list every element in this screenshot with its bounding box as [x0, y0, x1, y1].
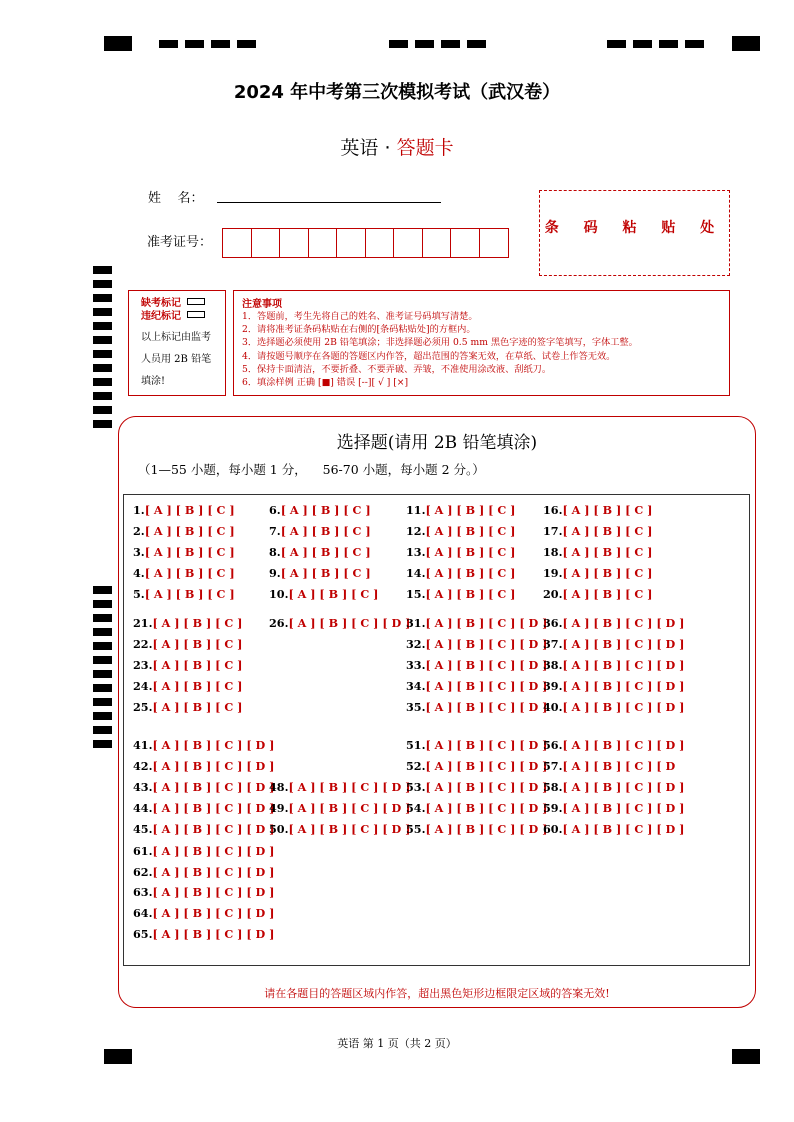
question-item[interactable] [543, 503, 652, 517]
question-item[interactable] [543, 658, 684, 672]
side-timing-mark [93, 670, 112, 678]
side-timing-mark [93, 280, 112, 288]
side-timing-mark [93, 614, 112, 622]
question-item[interactable] [269, 566, 371, 580]
question-number: 14. [406, 566, 426, 580]
side-timing-mark [93, 600, 112, 608]
registration-mark [732, 36, 760, 51]
exam-number-field[interactable] [222, 228, 509, 258]
answer-options[interactable]: [ A ] [ B ] [ C ] [280, 524, 371, 538]
question-item[interactable] [269, 822, 410, 836]
question-number: 52. [406, 759, 426, 773]
question-item[interactable] [543, 524, 652, 538]
question-number: 36. [543, 616, 563, 630]
answer-options[interactable]: [ A ] [ B ] [ C ] [144, 503, 235, 517]
answer-options[interactable]: [ A ] [ B ] [ C ] [152, 658, 243, 672]
question-item[interactable] [543, 780, 684, 794]
question-item[interactable] [133, 801, 274, 815]
question-item[interactable] [406, 759, 547, 773]
question-number: 33. [406, 658, 426, 672]
timing-mark [685, 40, 704, 48]
answer-options[interactable]: [ A ] [ B ] [ C ] [ D ] [562, 738, 685, 752]
section-subtitle: （1—55 小题，每小题 1 分， 56-70 小题，每小题 2 分。） [138, 462, 485, 477]
answer-options[interactable]: [ A ] [ B ] [ C ] [ D ] [562, 801, 685, 815]
question-item[interactable] [543, 679, 684, 693]
boundary-warning: 请在各题目的答题区域内作答，超出黑色矩形边框限定区域的答案无效! [264, 987, 610, 1000]
question-item[interactable] [406, 637, 547, 651]
answer-options[interactable]: [ A ] [ B ] [ C ] [144, 524, 235, 538]
question-number: 55. [406, 822, 426, 836]
question-item[interactable] [543, 566, 652, 580]
question-number: 17. [543, 524, 563, 538]
question-item[interactable] [133, 616, 242, 630]
answer-options[interactable]: [ A ] [ B ] [ C ] [ D ] [425, 700, 548, 714]
violation-mark-label: 违纪标记 [141, 311, 181, 322]
registration-mark [104, 1049, 132, 1064]
question-number: 1. [133, 503, 145, 517]
timing-mark [237, 40, 256, 48]
question-number: 11. [406, 503, 426, 517]
timing-mark [159, 40, 178, 48]
answer-options[interactable]: [ A ] [ B ] [ C ] [ D ] [152, 780, 275, 794]
answer-options[interactable]: [ A ] [ B ] [ C ] [280, 566, 371, 580]
question-item[interactable] [406, 738, 547, 752]
answer-options[interactable]: [ A ] [ B ] [ C ] [152, 679, 243, 693]
answer-options[interactable]: [ A ] [ B ] [ C ] [ D ] [562, 658, 685, 672]
digit-cell[interactable] [394, 229, 423, 257]
answer-options[interactable]: [ A ] [ B ] [ C ] [ D ] [152, 801, 275, 815]
question-number: 64. [133, 906, 153, 920]
notice-box [233, 290, 730, 396]
question-item[interactable] [133, 545, 235, 559]
absent-mark-label: 缺考标记 [141, 298, 181, 309]
timing-mark [659, 40, 678, 48]
side-timing-mark [93, 726, 112, 734]
question-number: 19. [543, 566, 563, 580]
side-timing-mark [93, 364, 112, 372]
side-timing-mark [93, 656, 112, 664]
question-item[interactable] [543, 700, 684, 714]
answer-options[interactable]: [ A ] [ B ] [ C ] [562, 566, 653, 580]
question-item[interactable] [133, 738, 274, 752]
answer-options[interactable]: [ A ] [ B ] [ C ] [ D ] [288, 780, 411, 794]
question-item[interactable] [406, 780, 547, 794]
absent-mark-checkbox[interactable] [187, 298, 205, 305]
subject-label: 英语 [340, 137, 379, 159]
question-item[interactable] [133, 679, 242, 693]
violation-mark-row [141, 308, 219, 321]
question-number: 40. [543, 700, 563, 714]
answer-options[interactable]: [ A ] [ B ] [ C ] [ D ] [425, 759, 548, 773]
side-timing-mark [93, 420, 112, 428]
answer-options[interactable]: [ A ] [ B ] [ C ] [144, 587, 235, 601]
question-item[interactable] [543, 822, 684, 836]
answer-options[interactable]: [ A ] [ B ] [ C ] [ D ] [562, 780, 685, 794]
registration-mark [104, 36, 132, 51]
notice-title: 注意事项 [242, 299, 282, 310]
question-number: 61. [133, 844, 153, 858]
question-item[interactable] [406, 503, 515, 517]
question-number: 4. [133, 566, 145, 580]
timing-mark [185, 40, 204, 48]
digit-cell[interactable] [280, 229, 309, 257]
question-number: 23. [133, 658, 153, 672]
answer-options[interactable]: [ A ] [ B ] [ C ] [ D ] [425, 801, 548, 815]
answer-options[interactable]: [ A ] [ B ] [ C ] [425, 524, 516, 538]
name-field[interactable] [217, 202, 441, 203]
answer-options[interactable]: [ A ] [ B ] [ C ] [ D ] [152, 927, 275, 941]
side-timing-mark [93, 392, 112, 400]
digit-cell[interactable] [337, 229, 366, 257]
answer-options[interactable]: [ A ] [ B ] [ C ] [ D ] [562, 679, 685, 693]
notice-line: 1．答题前，考生先将自己的姓名、准考证号码填写清楚。 [242, 311, 478, 322]
side-timing-mark [93, 406, 112, 414]
card-label: 答题卡 [396, 137, 454, 159]
question-item[interactable] [543, 759, 675, 773]
question-number: 48. [269, 780, 289, 794]
barcode-label: 条 码 粘 贴 处 [544, 220, 725, 236]
question-number: 7. [269, 524, 281, 538]
answer-options[interactable]: [ A ] [ B ] [ C ] [ D ] [562, 637, 685, 651]
answer-options[interactable]: [ A ] [ B ] [ C ] [ D ] [152, 759, 275, 773]
question-item[interactable] [133, 927, 274, 941]
question-item[interactable] [269, 801, 410, 815]
digit-cell[interactable] [451, 229, 480, 257]
answer-options[interactable]: [ A ] [ B ] [ C ] [ D ] [288, 616, 411, 630]
answer-options[interactable]: [ A ] [ B ] [ C ] [ D ] [562, 822, 685, 836]
question-number: 16. [543, 503, 563, 517]
answer-options[interactable]: [ A ] [ B ] [ C ] [425, 503, 516, 517]
question-number: 9. [269, 566, 281, 580]
question-number: 59. [543, 801, 563, 815]
question-number: 3. [133, 545, 145, 559]
side-timing-mark [93, 294, 112, 302]
question-item[interactable] [406, 545, 515, 559]
question-item[interactable] [406, 700, 547, 714]
answer-options[interactable]: [ A ] [ B ] [ C ] [562, 545, 653, 559]
digit-cell[interactable] [223, 229, 252, 257]
answer-options[interactable]: [ A ] [ B ] [ C ] [ D ] [152, 885, 275, 899]
answer-options[interactable]: [ A ] [ B ] [ C ] [ D ] [425, 780, 548, 794]
question-item[interactable] [543, 801, 684, 815]
question-item[interactable] [133, 780, 274, 794]
question-number: 25. [133, 700, 153, 714]
answer-options[interactable]: [ A ] [ B ] [ C ] [ D ] [152, 822, 275, 836]
question-item[interactable] [543, 637, 684, 651]
answer-options[interactable]: [ A ] [ B ] [ C ] [ D ] [425, 616, 548, 630]
question-item[interactable] [269, 616, 410, 630]
answer-options[interactable]: [ A ] [ B ] [ C ] [ D [562, 759, 676, 773]
question-item[interactable] [269, 503, 371, 517]
registration-mark [732, 1049, 760, 1064]
question-number: 62. [133, 865, 153, 879]
barcode-area [539, 190, 730, 276]
question-number: 57. [543, 759, 563, 773]
section-title: 选择题(请用 2B 铅笔填涂) [336, 433, 538, 453]
question-number: 50. [269, 822, 289, 836]
timing-mark [607, 40, 626, 48]
notice-line: 4．请按题号顺序在各题的答题区内作答，超出范围的答案无效，在草纸、试卷上作答无效。 [242, 350, 616, 362]
question-number: 54. [406, 801, 426, 815]
question-item[interactable] [133, 524, 235, 538]
notice-line: 2．请将准考证条码粘贴在右侧的[条码粘贴处]的方框内。 [242, 324, 476, 336]
question-item[interactable] [406, 679, 547, 693]
question-item[interactable] [406, 658, 547, 672]
question-number: 56. [543, 738, 563, 752]
timing-mark [467, 40, 486, 48]
digit-cell[interactable] [480, 229, 509, 257]
side-timing-mark [93, 740, 112, 748]
question-number: 38. [543, 658, 563, 672]
question-number: 42. [133, 759, 153, 773]
answer-options[interactable]: [ A ] [ B ] [ C ] [562, 524, 653, 538]
notice-line: 3．选择题必须使用 2B 铅笔填涂；非选择题必须用 0.5 mm 黑色字迹的签字笔填写，字体工整。 [242, 337, 638, 349]
question-item[interactable] [406, 616, 547, 630]
mark-note: 以上标记由监考人员用 2B 铅笔填涂! [141, 332, 212, 387]
timing-mark [389, 40, 408, 48]
question-number: 24. [133, 679, 153, 693]
question-number: 8. [269, 545, 281, 559]
side-timing-mark [93, 378, 112, 386]
question-number: 49. [269, 801, 289, 815]
answer-options[interactable]: [ A ] [ B ] [ C ] [ D ] [562, 700, 685, 714]
answer-options[interactable]: [ A ] [ B ] [ C ] [ D ] [152, 844, 275, 858]
answer-options[interactable]: [ A ] [ B ] [ C ] [425, 566, 516, 580]
answer-options[interactable]: [ A ] [ B ] [ C ] [ D ] [288, 822, 411, 836]
question-item[interactable] [133, 906, 274, 920]
question-item[interactable] [406, 822, 547, 836]
question-item[interactable] [133, 822, 274, 836]
answer-options[interactable]: [ A ] [ B ] [ C ] [144, 566, 235, 580]
question-item[interactable] [406, 566, 515, 580]
question-number: 22. [133, 637, 153, 651]
question-number: 32. [406, 637, 426, 651]
question-item[interactable] [543, 587, 652, 601]
question-number: 45. [133, 822, 153, 836]
digit-cell[interactable] [252, 229, 281, 257]
question-item[interactable] [406, 801, 547, 815]
question-number: 43. [133, 780, 153, 794]
question-item[interactable] [133, 637, 242, 651]
digit-cell[interactable] [366, 229, 395, 257]
separator-dot: · [384, 137, 391, 159]
question-item[interactable] [133, 658, 242, 672]
timing-mark [633, 40, 652, 48]
side-timing-mark [93, 684, 112, 692]
side-timing-mark [93, 586, 112, 594]
answer-options[interactable]: [ A ] [ B ] [ C ] [152, 637, 243, 651]
question-item[interactable] [543, 616, 684, 630]
question-number: 58. [543, 780, 563, 794]
question-number: 65. [133, 927, 153, 941]
side-timing-mark [93, 712, 112, 720]
exam-number-label: 准考证号： [147, 235, 213, 250]
answer-options[interactable]: [ A ] [ B ] [ C ] [280, 503, 371, 517]
page-title: 2024 年中考第三次模拟考试（武汉卷） [233, 82, 561, 103]
side-timing-mark [93, 698, 112, 706]
answer-options[interactable]: [ A ] [ B ] [ C ] [152, 616, 243, 630]
answer-options[interactable]: [ A ] [ B ] [ C ] [ D ] [562, 616, 685, 630]
side-timing-mark [93, 336, 112, 344]
question-number: 34. [406, 679, 426, 693]
question-item[interactable] [543, 545, 652, 559]
answer-options[interactable]: [ A ] [ B ] [ C ] [ D ] [152, 865, 275, 879]
question-item[interactable] [269, 545, 371, 559]
question-item[interactable] [406, 524, 515, 538]
notice-line: 5．保持卡面清洁，不要折叠、不要弄破、弄皱，不准使用涂改液、刮纸刀。 [242, 363, 552, 375]
question-item[interactable] [133, 503, 235, 517]
card-subtitle [0, 133, 794, 160]
question-number: 2. [133, 524, 145, 538]
question-item[interactable] [406, 587, 515, 601]
answer-options[interactable]: [ A ] [ B ] [ C ] [280, 545, 371, 559]
side-timing-mark [93, 350, 112, 358]
timing-mark [441, 40, 460, 48]
answer-options[interactable]: [ A ] [ B ] [ C ] [ D ] [425, 738, 548, 752]
violation-mark-checkbox[interactable] [187, 311, 205, 318]
answer-options[interactable]: [ A ] [ B ] [ C ] [ D ] [152, 738, 275, 752]
question-number: 6. [269, 503, 281, 517]
question-number: 60. [543, 822, 563, 836]
question-item[interactable] [133, 865, 274, 879]
question-item[interactable] [133, 566, 235, 580]
question-item[interactable] [133, 700, 242, 714]
answer-options[interactable]: [ A ] [ B ] [ C ] [425, 587, 516, 601]
question-item[interactable] [133, 587, 235, 601]
question-number: 37. [543, 637, 563, 651]
page-number: 英语 第 1 页（共 2 页） [337, 1037, 457, 1050]
answer-options[interactable]: [ A ] [ B ] [ C ] [288, 587, 379, 601]
name-label: 姓 名： [148, 191, 204, 206]
answer-options[interactable]: [ A ] [ B ] [ C ] [ D ] [425, 679, 548, 693]
question-number: 21. [133, 616, 153, 630]
question-number: 20. [543, 587, 563, 601]
question-item[interactable] [269, 587, 378, 601]
digit-cell[interactable] [423, 229, 452, 257]
question-number: 44. [133, 801, 153, 815]
question-item[interactable] [269, 780, 410, 794]
answer-options[interactable]: [ A ] [ B ] [ C ] [152, 700, 243, 714]
question-number: 53. [406, 780, 426, 794]
question-number: 51. [406, 738, 426, 752]
answer-options[interactable]: [ A ] [ B ] [ C ] [ D ] [425, 658, 548, 672]
question-number: 26. [269, 616, 289, 630]
question-number: 31. [406, 616, 426, 630]
digit-cell[interactable] [309, 229, 338, 257]
question-number: 12. [406, 524, 426, 538]
question-item[interactable] [269, 524, 371, 538]
side-timing-mark [93, 322, 112, 330]
side-timing-mark [93, 628, 112, 636]
timing-mark [211, 40, 230, 48]
timing-mark [415, 40, 434, 48]
answer-options[interactable]: [ A ] [ B ] [ C ] [562, 587, 653, 601]
answer-options[interactable]: [ A ] [ B ] [ C ] [ D ] [425, 637, 548, 651]
question-number: 18. [543, 545, 563, 559]
answer-options[interactable]: [ A ] [ B ] [ C ] [ D ] [152, 906, 275, 920]
question-number: 63. [133, 885, 153, 899]
notice-line: 6．填涂样例 正确 [■] 错误 [--][ √ ] [×] [242, 377, 409, 389]
question-number: 41. [133, 738, 153, 752]
mark-box [128, 290, 226, 396]
side-timing-mark [93, 642, 112, 650]
question-number: 5. [133, 587, 145, 601]
question-number: 13. [406, 545, 426, 559]
side-timing-mark [93, 266, 112, 274]
answer-options[interactable]: [ A ] [ B ] [ C ] [425, 545, 516, 559]
question-item[interactable] [133, 885, 274, 899]
question-number: 15. [406, 587, 426, 601]
answer-options[interactable]: [ A ] [ B ] [ C ] [ D ] [425, 822, 548, 836]
question-item[interactable] [133, 759, 274, 773]
question-item[interactable] [543, 738, 684, 752]
question-number: 10. [269, 587, 289, 601]
side-timing-mark [93, 308, 112, 316]
question-item[interactable] [133, 844, 274, 858]
answer-options[interactable]: [ A ] [ B ] [ C ] [144, 545, 235, 559]
question-number: 35. [406, 700, 426, 714]
answer-options[interactable]: [ A ] [ B ] [ C ] [562, 503, 653, 517]
answer-options[interactable]: [ A ] [ B ] [ C ] [ D ] [288, 801, 411, 815]
question-number: 39. [543, 679, 563, 693]
